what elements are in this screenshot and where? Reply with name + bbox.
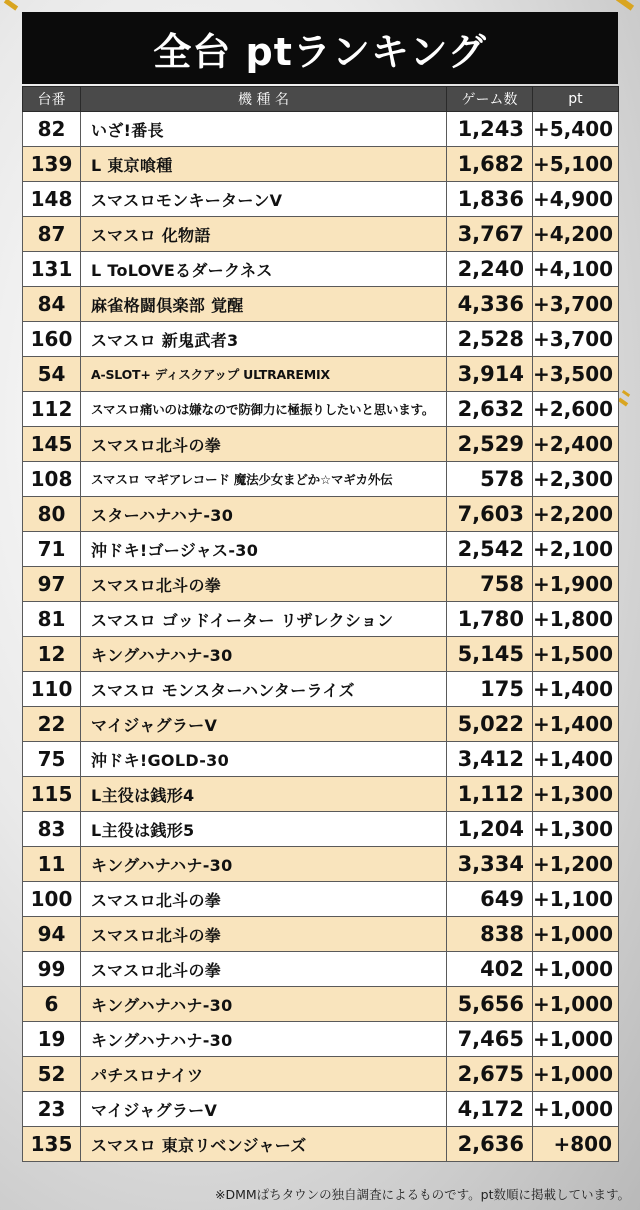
game-count-cell: 2,636	[447, 1127, 533, 1162]
machine-name-cell: 沖ドキ!GOLD-30	[81, 742, 447, 777]
machine-name-cell: スターハナハナ-30	[81, 497, 447, 532]
machine-name-cell: キングハナハナ-30	[81, 847, 447, 882]
machine-name-cell: スマスロ 新鬼武者3	[81, 322, 447, 357]
machine-number-cell: 115	[23, 777, 81, 812]
game-count-cell: 4,172	[447, 1092, 533, 1127]
table-row	[23, 567, 619, 602]
machine-number-cell: 11	[23, 847, 81, 882]
machine-name-cell: スマスロ 東京リベンジャーズ	[81, 1127, 447, 1162]
points-cell: +1,000	[533, 917, 619, 952]
game-count-cell: 1,243	[447, 112, 533, 147]
table-row	[23, 532, 619, 567]
footnote: ※DMMぱちタウンの独自調査によるものです。pt数順に掲載しています。	[214, 1187, 630, 1202]
game-count-cell: 1,112	[447, 777, 533, 812]
machine-number-cell: 97	[23, 567, 81, 602]
game-count-cell: 2,529	[447, 427, 533, 462]
confetti-decoration	[618, 397, 628, 406]
table-row	[23, 182, 619, 217]
table-row	[23, 742, 619, 777]
title-bar	[22, 12, 618, 84]
points-cell: +3,700	[533, 322, 619, 357]
machine-name-cell: いざ!番長	[81, 112, 447, 147]
machine-number-cell: 108	[23, 462, 81, 497]
machine-number-cell: 71	[23, 532, 81, 567]
table-row	[23, 1127, 619, 1162]
game-count-cell: 1,204	[447, 812, 533, 847]
machine-number-cell: 75	[23, 742, 81, 777]
table-row	[23, 112, 619, 147]
machine-name-cell: マイジャグラーV	[81, 707, 447, 742]
machine-number-cell: 100	[23, 882, 81, 917]
points-cell: +5,100	[533, 147, 619, 182]
points-cell: +1,000	[533, 987, 619, 1022]
machine-number-cell: 99	[23, 952, 81, 987]
table-row	[23, 637, 619, 672]
machine-number-cell: 131	[23, 252, 81, 287]
points-cell: +1,000	[533, 1057, 619, 1092]
game-count-cell: 838	[447, 917, 533, 952]
game-count-cell: 3,412	[447, 742, 533, 777]
points-cell: +1,000	[533, 952, 619, 987]
machine-number-cell: 160	[23, 322, 81, 357]
table-row	[23, 287, 619, 322]
machine-name-cell: 沖ドキ!ゴージャス-30	[81, 532, 447, 567]
table-row	[23, 882, 619, 917]
machine-number-cell: 82	[23, 112, 81, 147]
table-row	[23, 917, 619, 952]
machine-name-cell: A-SLOT+ ディスクアップ ULTRAREMIX	[81, 357, 447, 392]
points-cell: +1,000	[533, 1092, 619, 1127]
points-cell: +800	[533, 1127, 619, 1162]
machine-name-cell: L 東京喰種	[81, 147, 447, 182]
points-cell: +2,100	[533, 532, 619, 567]
table-row	[23, 952, 619, 987]
points-cell: +1,000	[533, 1022, 619, 1057]
table-row	[23, 497, 619, 532]
machine-name-cell: スマスロ マギアレコード 魔法少女まどか☆マギカ外伝	[81, 462, 447, 497]
machine-name-cell: スマスロ ゴッドイーター リザレクション	[81, 602, 447, 637]
table-row	[23, 1022, 619, 1057]
machine-number-cell: 110	[23, 672, 81, 707]
machine-name-cell: L主役は銭形5	[81, 812, 447, 847]
game-count-cell: 5,656	[447, 987, 533, 1022]
points-cell: +3,700	[533, 287, 619, 322]
game-count-cell: 7,603	[447, 497, 533, 532]
game-count-cell: 5,022	[447, 707, 533, 742]
table-row	[23, 707, 619, 742]
machine-number-cell: 148	[23, 182, 81, 217]
machine-number-cell: 80	[23, 497, 81, 532]
game-count-cell: 3,767	[447, 217, 533, 252]
game-count-cell: 2,542	[447, 532, 533, 567]
points-cell: +1,800	[533, 602, 619, 637]
machine-number-cell: 23	[23, 1092, 81, 1127]
points-cell: +2,600	[533, 392, 619, 427]
machine-name-cell: キングハナハナ-30	[81, 637, 447, 672]
points-cell: +1,300	[533, 777, 619, 812]
game-count-cell: 3,334	[447, 847, 533, 882]
points-cell: +4,200	[533, 217, 619, 252]
machine-name-cell: スマスロ北斗の拳	[81, 952, 447, 987]
game-count-cell: 1,836	[447, 182, 533, 217]
machine-number-cell: 145	[23, 427, 81, 462]
machine-name-cell: スマスロモンキーターンV	[81, 182, 447, 217]
machine-number-cell: 54	[23, 357, 81, 392]
table-row	[23, 1092, 619, 1127]
machine-number-cell: 19	[23, 1022, 81, 1057]
machine-name-cell: スマスロ モンスターハンターライズ	[81, 672, 447, 707]
table-row	[23, 602, 619, 637]
machine-name-cell: キングハナハナ-30	[81, 1022, 447, 1057]
points-cell: +4,100	[533, 252, 619, 287]
table-row	[23, 427, 619, 462]
machine-name-cell: スマスロ北斗の拳	[81, 427, 447, 462]
game-count-cell: 578	[447, 462, 533, 497]
table-row	[23, 847, 619, 882]
machine-number-cell: 22	[23, 707, 81, 742]
points-cell: +1,400	[533, 742, 619, 777]
machine-number-cell: 12	[23, 637, 81, 672]
column-header-machine-name: 機 種 名	[81, 87, 447, 112]
points-cell: +1,100	[533, 882, 619, 917]
points-cell: +2,200	[533, 497, 619, 532]
machine-number-cell: 52	[23, 1057, 81, 1092]
game-count-cell: 3,914	[447, 357, 533, 392]
table-row	[23, 672, 619, 707]
points-cell: +1,300	[533, 812, 619, 847]
ranking-table-body	[23, 112, 619, 1162]
game-count-cell: 1,682	[447, 147, 533, 182]
machine-name-cell: スマスロ北斗の拳	[81, 567, 447, 602]
table-row	[23, 147, 619, 182]
points-cell: +1,400	[533, 672, 619, 707]
table-row	[23, 777, 619, 812]
game-count-cell: 2,528	[447, 322, 533, 357]
game-count-cell: 4,336	[447, 287, 533, 322]
machine-number-cell: 135	[23, 1127, 81, 1162]
game-count-cell: 2,240	[447, 252, 533, 287]
machine-name-cell: パチスロナイツ	[81, 1057, 447, 1092]
game-count-cell: 7,465	[447, 1022, 533, 1057]
confetti-decoration	[4, 0, 18, 11]
column-header-game-count: ゲーム数	[447, 87, 533, 112]
table-row	[23, 987, 619, 1022]
points-cell: +4,900	[533, 182, 619, 217]
confetti-decoration	[622, 390, 630, 397]
points-cell: +2,300	[533, 462, 619, 497]
machine-number-cell: 81	[23, 602, 81, 637]
machine-name-cell: マイジャグラーV	[81, 1092, 447, 1127]
machine-number-cell: 112	[23, 392, 81, 427]
points-cell: +3,500	[533, 357, 619, 392]
table-row	[23, 1057, 619, 1092]
machine-name-cell: キングハナハナ-30	[81, 987, 447, 1022]
points-cell: +1,200	[533, 847, 619, 882]
table-row	[23, 217, 619, 252]
machine-number-cell: 94	[23, 917, 81, 952]
game-count-cell: 649	[447, 882, 533, 917]
machine-number-cell: 83	[23, 812, 81, 847]
machine-number-cell: 139	[23, 147, 81, 182]
points-cell: +5,400	[533, 112, 619, 147]
machine-name-cell: L ToLOVEるダークネス	[81, 252, 447, 287]
machine-number-cell: 87	[23, 217, 81, 252]
machine-number-cell: 84	[23, 287, 81, 322]
ranking-table	[22, 86, 619, 1162]
game-count-cell: 1,780	[447, 602, 533, 637]
machine-name-cell: スマスロ北斗の拳	[81, 917, 447, 952]
table-row	[23, 462, 619, 497]
table-row	[23, 357, 619, 392]
confetti-decoration	[616, 0, 634, 11]
machine-name-cell: スマスロ北斗の拳	[81, 882, 447, 917]
column-header-machine-number: 台番	[23, 87, 81, 112]
points-cell: +1,500	[533, 637, 619, 672]
machine-name-cell: スマスロ 化物語	[81, 217, 447, 252]
machine-name-cell: スマスロ痛いのは嫌なので防御力に極振りしたいと思います。	[81, 392, 447, 427]
page-title: 全台 ptランキング	[153, 29, 487, 74]
table-row	[23, 252, 619, 287]
game-count-cell: 2,632	[447, 392, 533, 427]
table-row	[23, 812, 619, 847]
table-row	[23, 392, 619, 427]
machine-number-cell: 6	[23, 987, 81, 1022]
game-count-cell: 402	[447, 952, 533, 987]
machine-name-cell: 麻雀格闘倶楽部 覚醒	[81, 287, 447, 322]
points-cell: +1,900	[533, 567, 619, 602]
game-count-cell: 175	[447, 672, 533, 707]
game-count-cell: 2,675	[447, 1057, 533, 1092]
column-header-points: pt	[533, 87, 619, 112]
machine-name-cell: L主役は銭形4	[81, 777, 447, 812]
game-count-cell: 5,145	[447, 637, 533, 672]
points-cell: +1,400	[533, 707, 619, 742]
game-count-cell: 758	[447, 567, 533, 602]
table-header-row	[23, 87, 619, 112]
table-row	[23, 322, 619, 357]
points-cell: +2,400	[533, 427, 619, 462]
